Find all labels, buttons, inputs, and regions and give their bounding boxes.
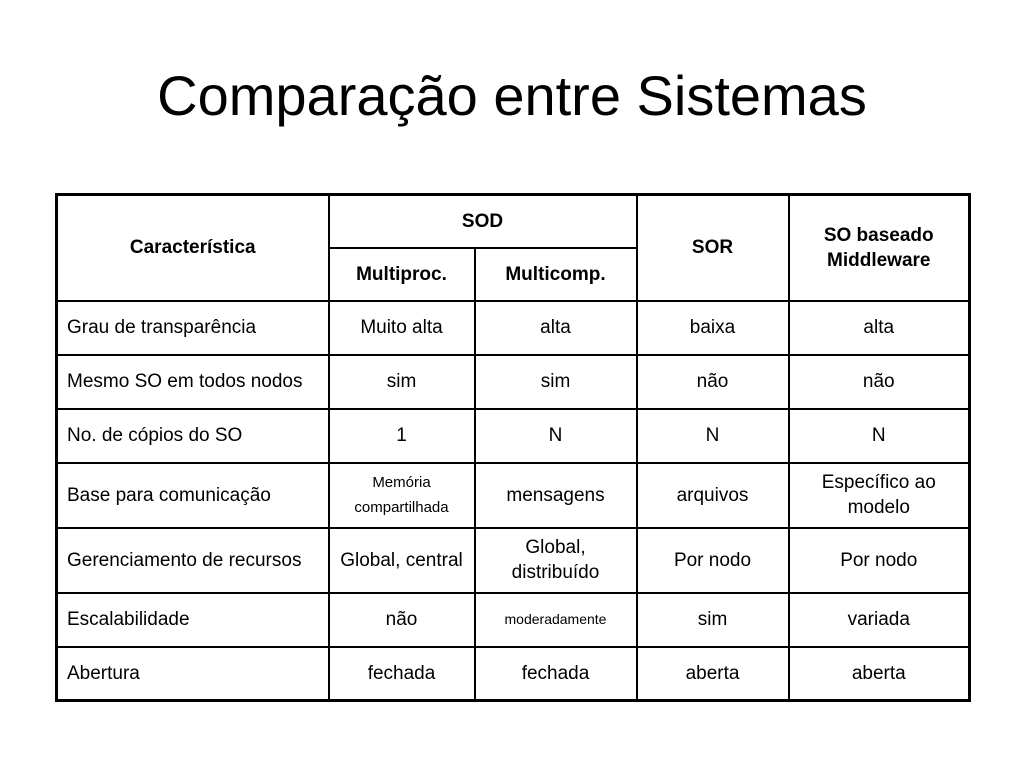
cell-middleware: N <box>789 409 970 463</box>
cell-sor: não <box>637 355 789 409</box>
table-row <box>57 463 970 528</box>
cell-sor: sim <box>637 593 789 647</box>
cell-sor: aberta <box>637 647 789 701</box>
cell-middleware: Por nodo <box>789 528 970 593</box>
table-row <box>57 528 970 593</box>
cell-multicomp: Global, distribuído <box>475 528 637 593</box>
cell-multiproc: sim <box>329 355 475 409</box>
cell-sor: arquivos <box>637 463 789 528</box>
cell-multiproc: Global, central <box>329 528 475 593</box>
table-row <box>57 647 970 701</box>
row-label: Escalabilidade <box>57 593 329 647</box>
header-middleware <box>789 195 970 301</box>
header-multicomp: Multicomp. <box>475 248 637 301</box>
table-header-row <box>57 195 970 248</box>
row-label: Mesmo SO em todos nodos <box>57 355 329 409</box>
page-title: Comparação entre Sistemas <box>157 64 867 127</box>
header-middleware-line2: Middleware <box>827 249 931 271</box>
cell-multiproc: não <box>329 593 475 647</box>
cell-multicomp: alta <box>475 301 637 355</box>
cell-sor: N <box>637 409 789 463</box>
cell-middleware: alta <box>789 301 970 355</box>
cell-multiproc: Muito alta <box>329 301 475 355</box>
cell-sor: baixa <box>637 301 789 355</box>
header-sod: SOD <box>329 195 637 248</box>
table-row <box>57 355 970 409</box>
header-characteristic: Característica <box>57 195 329 301</box>
cell-middleware: não <box>789 355 970 409</box>
row-label: Abertura <box>57 647 329 701</box>
row-label: Grau de transparência <box>57 301 329 355</box>
header-middleware-line1: SO baseado <box>823 224 934 246</box>
table-row <box>57 593 970 647</box>
table-row <box>57 301 970 355</box>
cell-middleware: aberta <box>789 647 970 701</box>
header-sor: SOR <box>637 195 789 301</box>
row-label: Base para comunicação <box>57 463 329 528</box>
cell-multicomp: moderadamente <box>475 593 637 647</box>
cell-multicomp: sim <box>475 355 637 409</box>
cell-middleware: variada <box>789 593 970 647</box>
cell-sor: Por nodo <box>637 528 789 593</box>
cell-multiproc: fechada <box>329 647 475 701</box>
table-row <box>57 409 970 463</box>
row-label: Gerenciamento de recursos <box>57 528 329 593</box>
cell-multicomp: fechada <box>475 647 637 701</box>
cell-multicomp: mensagens <box>475 463 637 528</box>
row-label: No. de cópios do SO <box>57 409 329 463</box>
cell-multicomp: N <box>475 409 637 463</box>
cell-multiproc: 1 <box>329 409 475 463</box>
cell-multiproc: Memória compartilhada <box>329 463 475 528</box>
header-multiproc: Multiproc. <box>329 248 475 301</box>
comparison-table <box>55 193 971 702</box>
cell-middleware: Específico ao modelo <box>789 463 970 528</box>
